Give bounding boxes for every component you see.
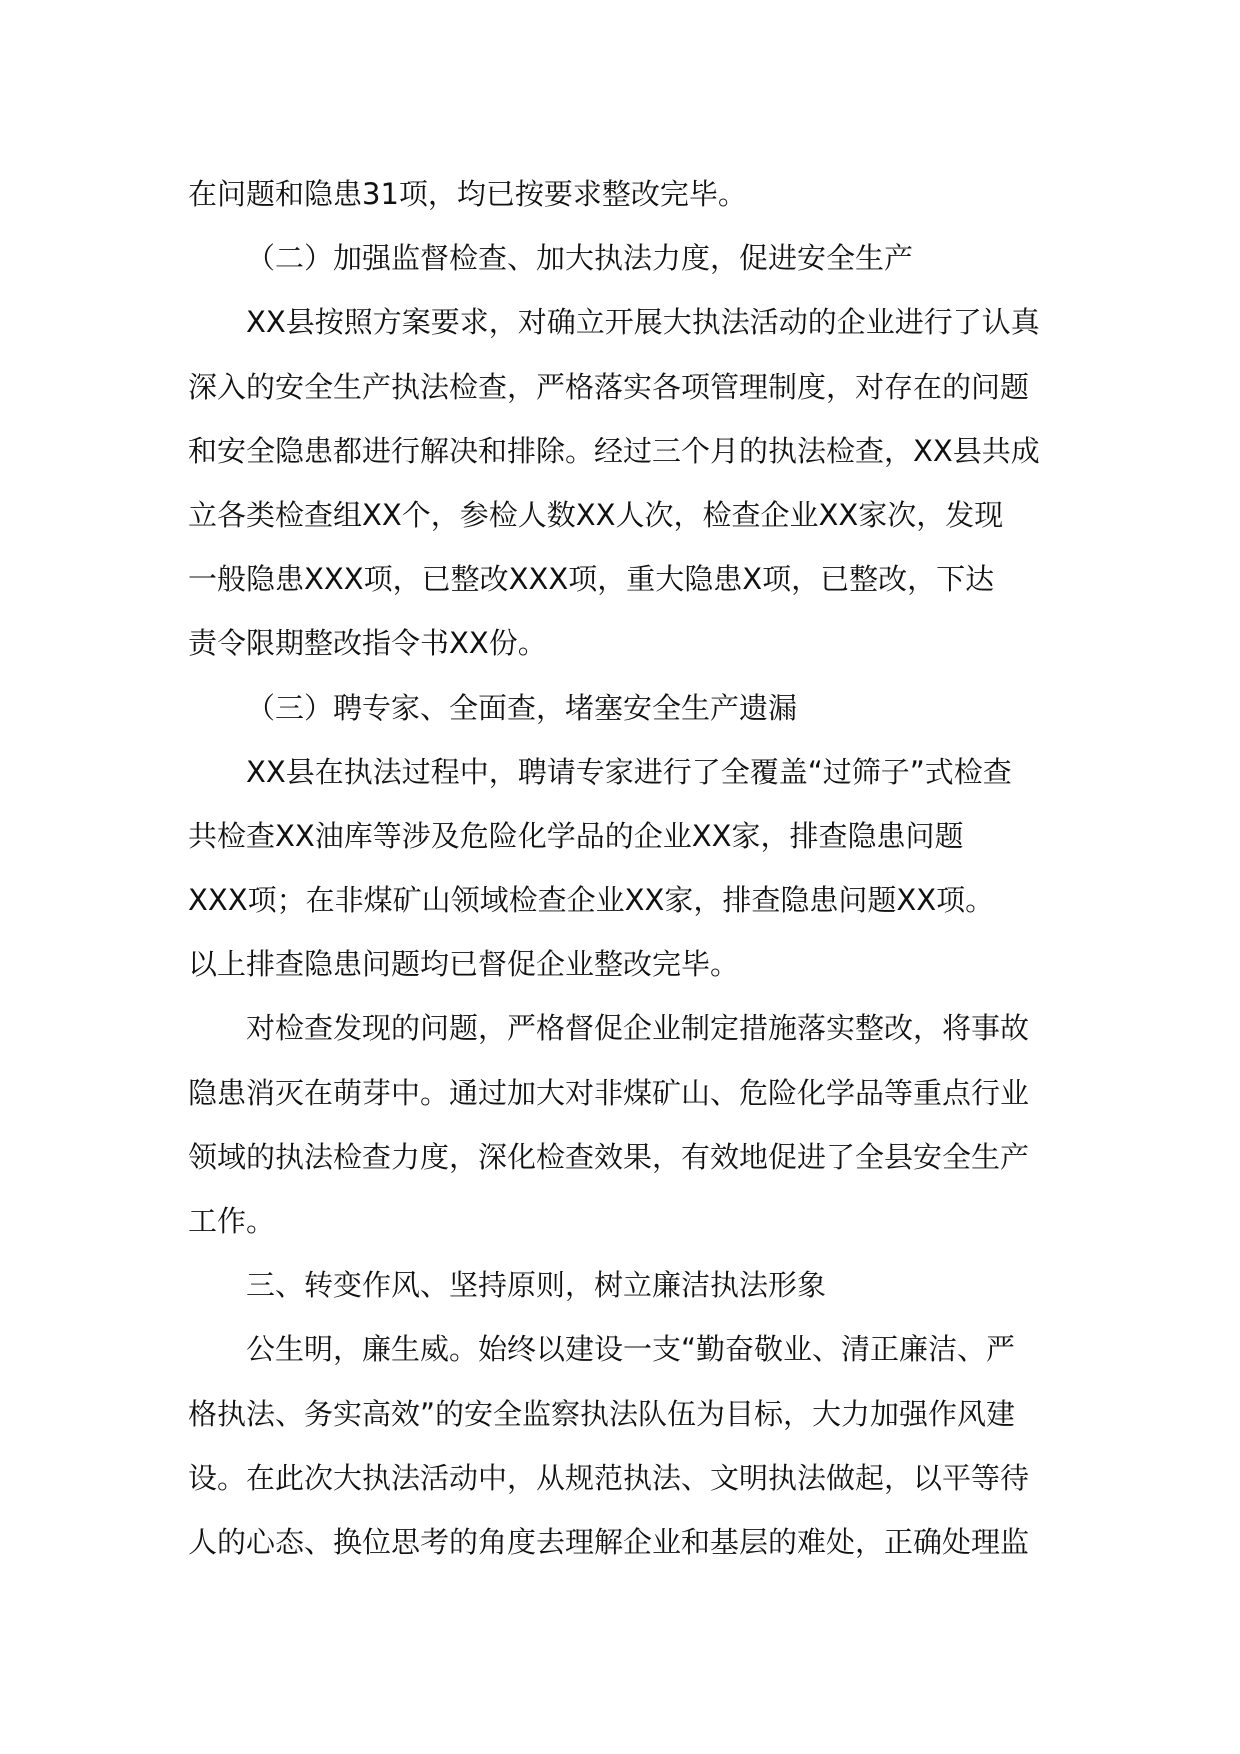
text-line: 格执法、务实高效”的安全监察执法队伍为目标，大力加强作风建	[188, 1396, 1016, 1431]
text-line: 深入的安全生产执法检查，严格落实各项管理制度，对存在的问题	[188, 369, 1030, 404]
text-line: 人的心态、换位思考的角度去理解企业和基层的难处，正确处理监	[188, 1524, 1030, 1559]
text-line: 工作。	[188, 1204, 276, 1238]
text-line: 对检查发现的问题，严格督促企业制定措施落实整改，将事故	[246, 1011, 1030, 1046]
text-line: 隐患消灭在萌芽中。通过加大对非煤矿山、危险化学品等重点行业	[188, 1075, 1030, 1110]
text-line: 领域的执法检查力度，深化检查效果，有效地促进了全县安全生产	[188, 1139, 1030, 1174]
text-line: 以上排查隐患问题均已督促企业整改完毕。	[188, 947, 740, 982]
text-line: 责令限期整改指令书XX份。	[188, 626, 547, 661]
section-heading-2: （二）加强监督检查、加大执法力度，促进安全生产	[246, 241, 914, 276]
text-line: XX县在执法过程中，聘请专家进行了全覆盖“过筛子”式检查	[246, 754, 1012, 789]
text-line: 设。在此次大执法活动中，从规范执法、文明执法做起，以平等待	[188, 1460, 1030, 1495]
document-body	[188, 162, 1058, 1574]
text-line: 立各类检查组XX个，参检人数XX人次，检查企业XX家次，发现	[188, 497, 1004, 532]
text-line: 一般隐患XXX项，已整改XXX项，重大隐患X项，已整改，下达	[188, 562, 995, 597]
text-line: XXX项；在非煤矿山领域检查企业XX家，排查隐患问题XX项。	[188, 883, 995, 918]
text-line: XX县按照方案要求，对确立开展大执法活动的企业进行了认真	[246, 305, 1040, 340]
text-line: 公生明，廉生威。始终以建设一支“勤奋敬业、清正廉洁、严	[246, 1332, 1016, 1367]
section-heading-3: （三）聘专家、全面查，堵塞安全生产遗漏	[246, 690, 798, 725]
section-heading-main: 三、转变作风、坚持原则，树立廉洁执法形象	[246, 1268, 827, 1303]
text-line: 和安全隐患都进行解决和排除。经过三个月的执法检查，XX县共成	[188, 433, 1040, 468]
text-line: 共检查XX油库等涉及危险化学品的企业XX家，排查隐患问题	[188, 818, 964, 853]
text-line: 在问题和隐患31项，均已按要求整改完毕。	[188, 177, 747, 211]
